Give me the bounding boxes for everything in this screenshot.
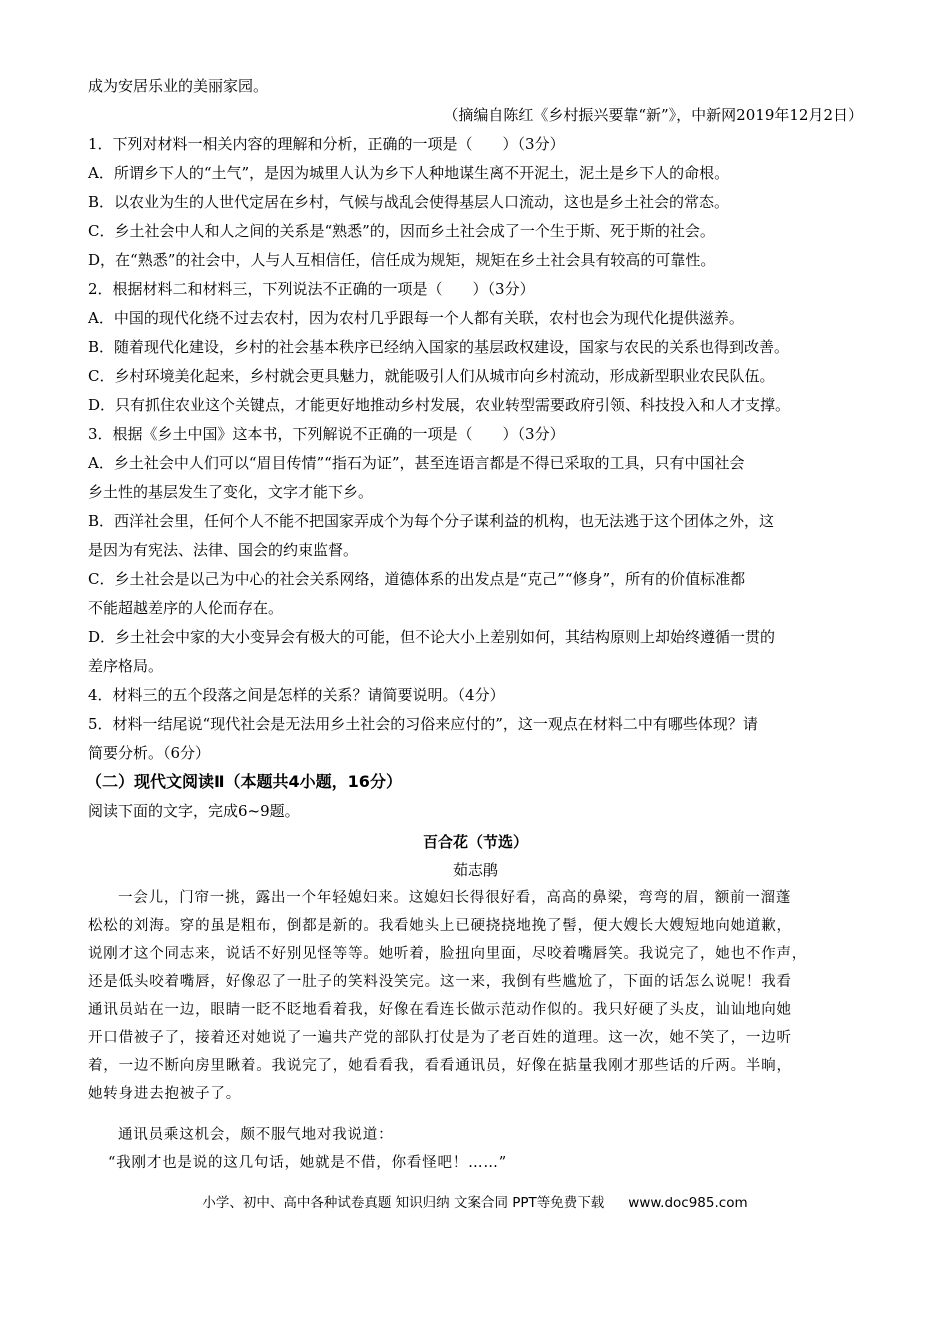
question-3-option-b-line2: 是因为有宪法、法律、国会的约束监督。 — [88, 541, 359, 559]
story-paragraph-1-line5: 通讯员站在一边，眼睛一眨不眨地看着我，好像在看连长做示范动作似的。我只好硬了头皮，讪讪地向她 — [88, 1002, 792, 1018]
question-3-stem: 3．根据《乡土中国》这本书，下列解说不正确的一项是（ ）（3分） — [88, 425, 565, 443]
question-1-stem: 1．下列对材料一相关内容的理解和分析，正确的一项是（ ）（3分） — [88, 135, 565, 153]
story-paragraph-1-line3: 说刚才这个同志来，说话不好别见怪等等。她听着，脸扭向里面，尽咬着嘴唇笑。我说完了，她也不作声， — [88, 946, 808, 962]
question-3-option-c-line2: 不能超越差序的人伦而存在。 — [88, 599, 284, 617]
question-2-option-d: D．只有抓住农业这个关键点，才能更好地推动乡村发展，农业转型需要政府引领、科技投入和人才支撑。 — [88, 396, 791, 414]
question-2-option-c: C．乡村环境美化起来，乡村就会更具魅力，就能吸引人们从城市向乡村流动，形成新型职业农民队伍。 — [88, 367, 775, 385]
question-1-option-b: B．以农业为生的人世代定居在乡村，气候与战乱会使得基层人口流动，这也是乡土社会的常态。 — [88, 193, 730, 211]
section-2-instruction: 阅读下面的文字，完成6~9题。 — [88, 802, 300, 820]
question-1-option-c: C．乡土社会中人和人之间的关系是“熟悉”的，因而乡土社会成了一个生于斯、死于斯的社会。 — [88, 222, 715, 240]
story-paragraph-3: “我刚才也是说的这几句话，她就是不借，你看怪吧！……” — [108, 1155, 507, 1171]
question-3-option-d-line1: D．乡土社会中家的大小变异会有极大的可能，但不论大小上差别如何，其结构原则上却始终遵循一贯的 — [88, 628, 776, 646]
story-author: 茹志鹃 — [452, 861, 498, 879]
question-1-option-d: D，在“熟悉”的社会中，人与人互相信任，信任成为规矩，规矩在乡土社会具有较高的可靠性。 — [88, 251, 716, 269]
story-paragraph-1-line1: 一会儿，门帘一挑，露出一个年轻媳妇来。这媳妇长得很好看，高高的鼻梁，弯弯的眉，额前一溜蓬 — [118, 890, 792, 906]
question-3-option-a-line2: 乡土性的基层发生了变化，文字才能下乡。 — [88, 483, 374, 501]
question-3-option-a-line1: A．乡土社会中人们可以“眉目传情”“指石为证”，甚至连语言都是不得已采取的工具，只有中国社会 — [88, 454, 745, 472]
story-title: 百合花（节选） — [422, 833, 528, 851]
story-paragraph-1-line6: 开口借被子了，接着还对她说了一遍共产党的部队打仗是为了老百姓的道理。这一次，她不笑了，一边听 — [88, 1030, 792, 1046]
question-2-option-a: A．中国的现代化绕不过去农村，因为农村几乎跟每一个人都有关联，农村也会为现代化提供滋养。 — [88, 309, 744, 327]
question-2-stem: 2．根据材料二和材料三，下列说法不正确的一项是（ ）（3分） — [88, 280, 535, 298]
question-3-option-d-line2: 差序格局。 — [88, 657, 164, 675]
story-paragraph-1-line4: 还是低头咬着嘴唇，好像忍了一肚子的笑料没笑完。这一来，我倒有些尴尬了，下面的话怎么说呢！我看 — [88, 974, 792, 990]
source-citation: （摘编自陈红《乡村振兴要靠“新”》，中新网2019年12月2日） — [443, 106, 863, 124]
story-paragraph-2: 通讯员乘这机会，颇不服气地对我说道： — [118, 1127, 394, 1143]
page-footer — [0, 1191, 950, 1211]
story-paragraph-1-line7: 着，一边不断向房里瞅着。我说完了，她看看我，看看通讯员，好像在掂量我刚才那些话的斤两。半晌， — [88, 1058, 792, 1074]
material-tail-line: 成为安居乐业的美丽家园。 — [88, 77, 269, 95]
question-5-line2: 简要分析。（6分） — [88, 744, 211, 762]
question-1-option-a: A．所谓乡下人的“土气”，是因为城里人认为乡下人种地谋生离不开泥土，泥土是乡下人的命根。 — [88, 164, 730, 182]
story-paragraph-1-line8: 她转身进去抱被子了。 — [88, 1086, 241, 1102]
footer-text: 小学、初中、高中各种试卷真题 知识归纳 文案合同 PPT等免费下载 — [202, 1195, 605, 1211]
question-4: 4．材料三的五个段落之间是怎样的关系？请简要说明。（4分） — [88, 686, 505, 704]
question-3-option-c-line1: C．乡土社会是以己为中心的社会关系网络，道德体系的出发点是“克己”“修身”，所有的价值标准都 — [88, 570, 746, 588]
footer-url[interactable]: www.doc985.com — [628, 1195, 748, 1211]
section-2-heading: （二）现代文阅读Ⅱ（本题共4小题，16分） — [86, 772, 402, 791]
question-5-line1: 5．材料一结尾说“现代社会是无法用乡土社会的习俗来应付的”，这一观点在材料二中有哪些体现？请 — [88, 715, 758, 733]
story-paragraph-1-line2: 松松的刘海。穿的虽是粗布，倒都是新的。我看她头上已硬挠挠地挽了髻，便大嫂长大嫂短地向她道歉， — [88, 918, 792, 934]
question-2-option-b: B．随着现代化建设，乡村的社会基本秩序已经纳入国家的基层政权建设，国家与农民的关系也得到改善。 — [88, 338, 790, 356]
question-3-option-b-line1: B．西洋社会里，任何个人不能不把国家弄成个为每个分子谋利益的机构，也无法逃于这个团体之外，这 — [88, 512, 775, 530]
